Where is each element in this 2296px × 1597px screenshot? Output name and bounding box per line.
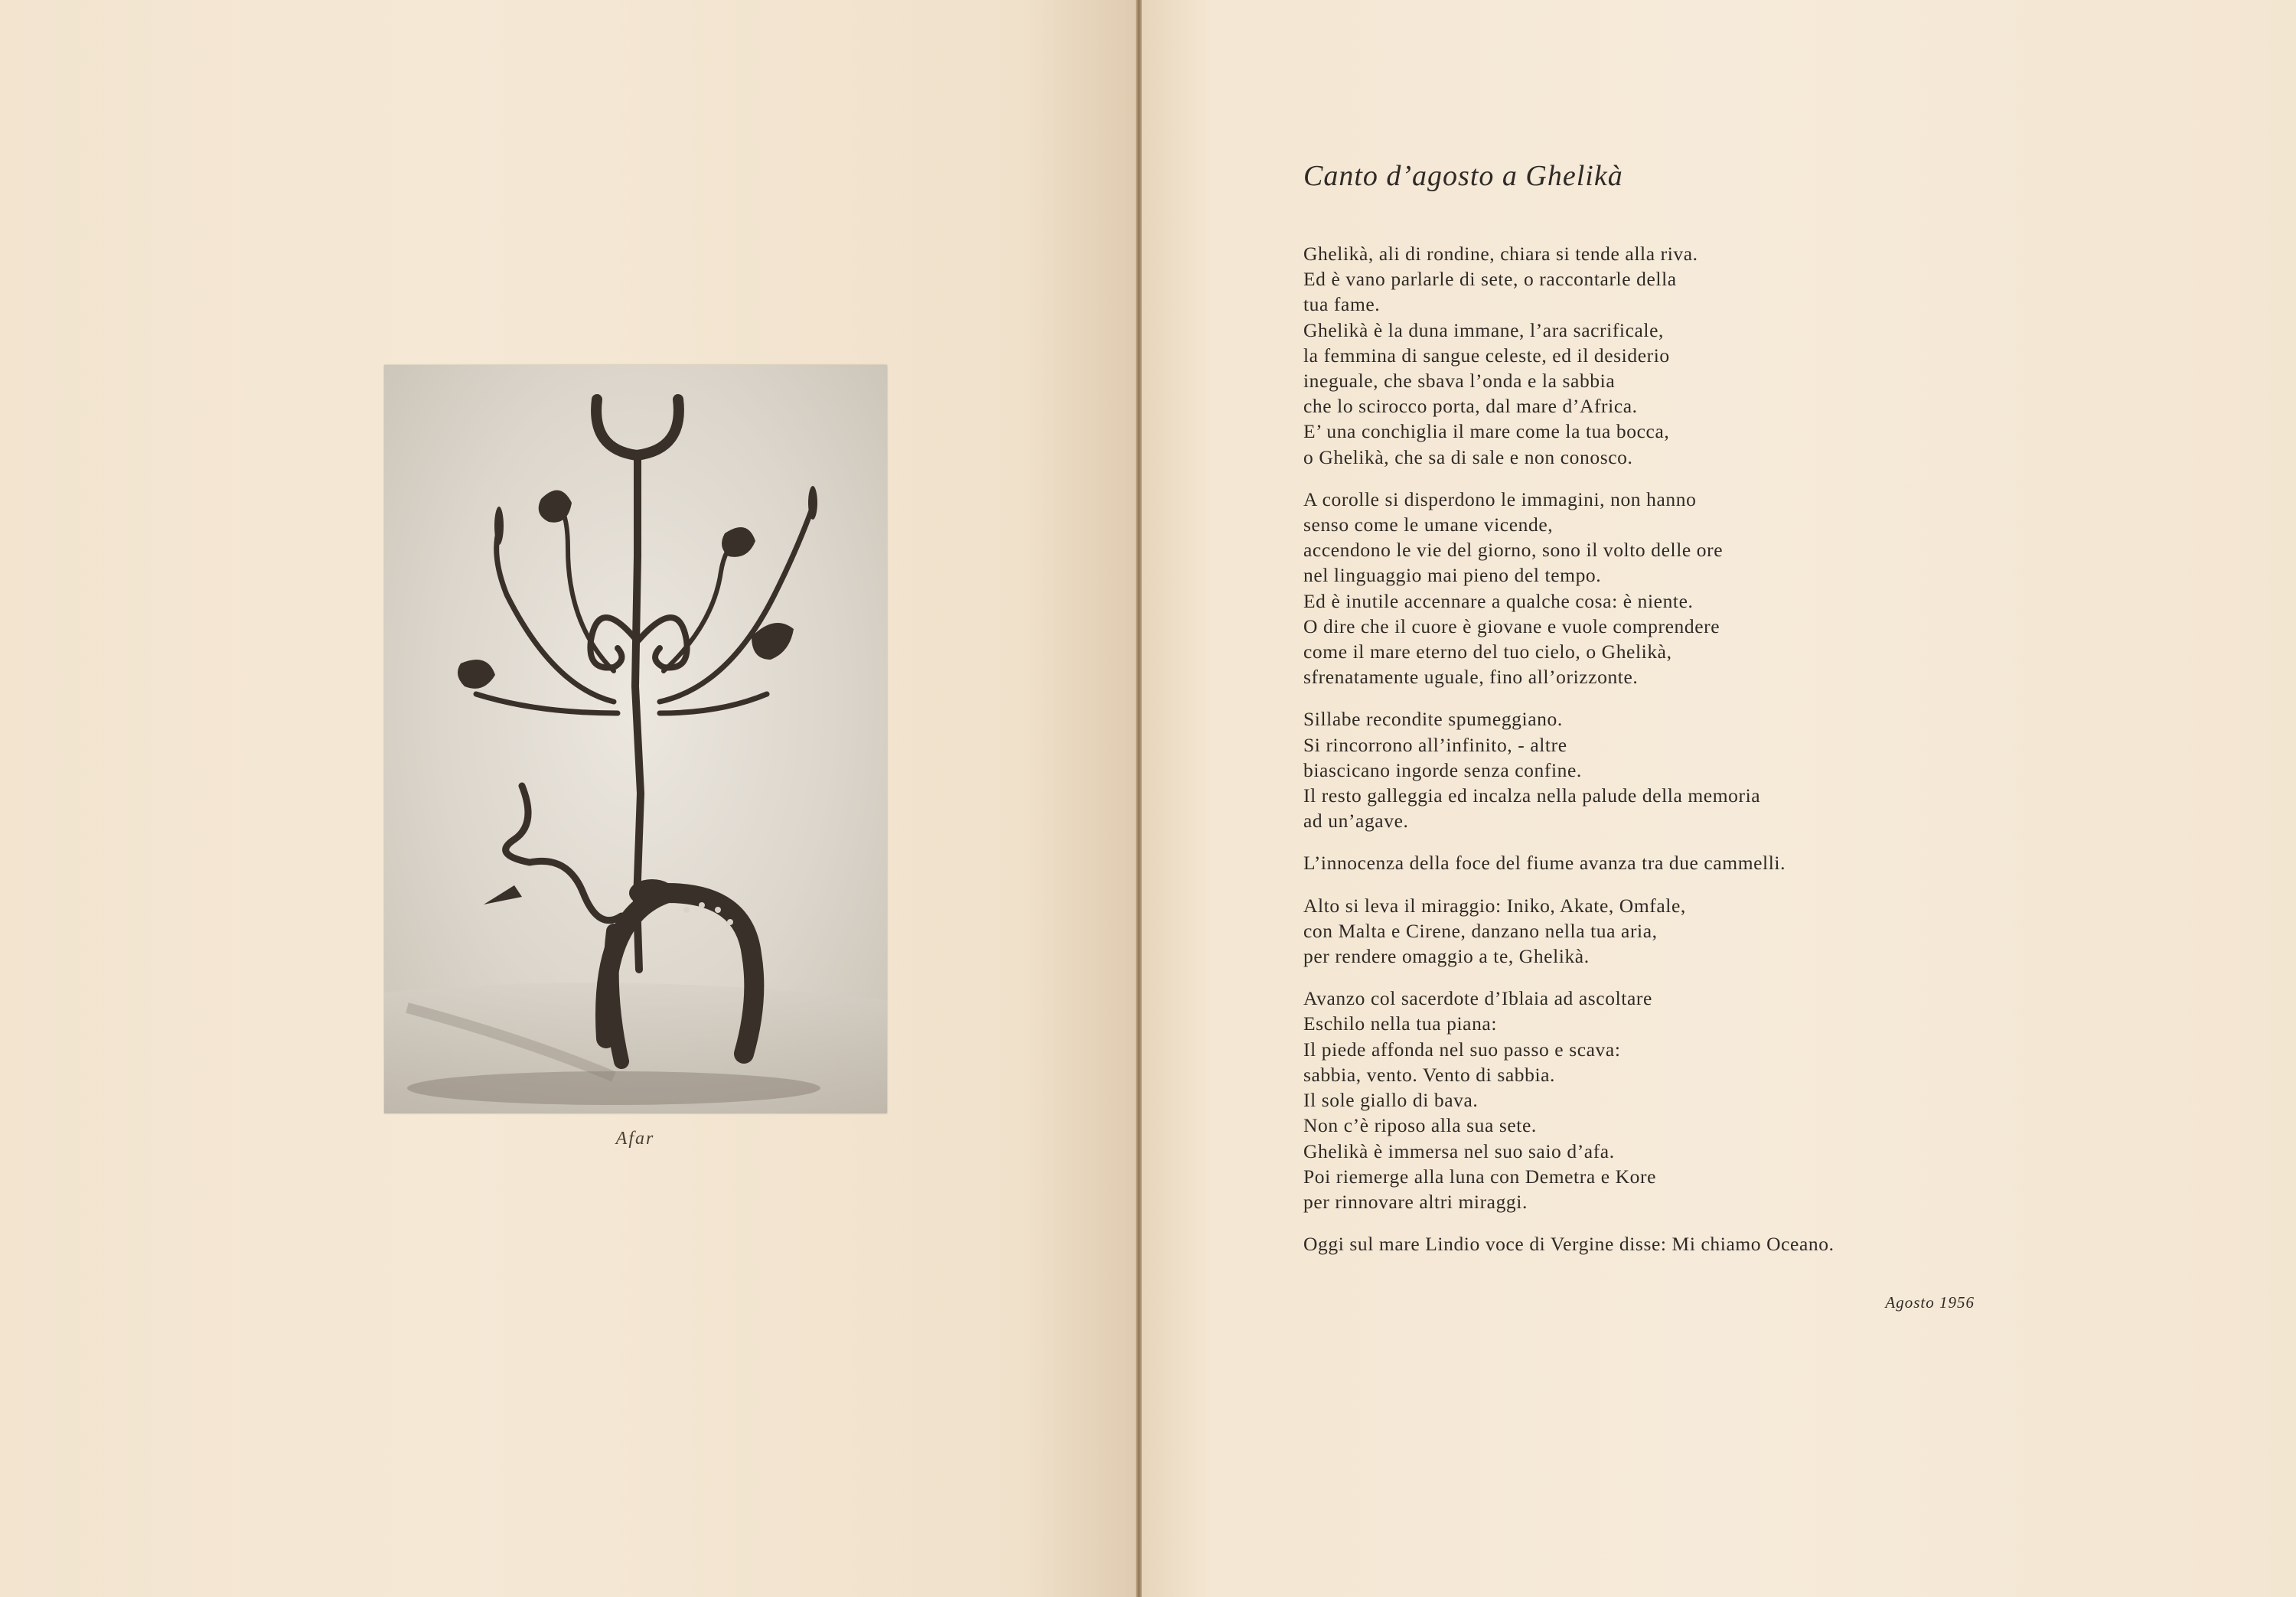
- poem-line: Ghelikà è la duna immane, l’ara sacrificale,: [1303, 318, 1665, 341]
- poem-title: Canto d’agosto a Ghelikà: [1303, 160, 1623, 192]
- stanza: [1303, 986, 1977, 1214]
- poem-line: Ed è inutile accennare a qualche cosa: è niente.: [1303, 589, 1694, 612]
- poem-line: sabbia, vento. Vento di sabbia.: [1303, 1063, 1556, 1086]
- poem-line: tua fame.: [1303, 293, 1381, 316]
- poem-line: A corolle si disperdono le immagini, non hanno: [1303, 487, 1697, 510]
- stanza: [1303, 850, 1977, 875]
- poem-line: Oggi sul mare Lindio voce di Vergine disse: Mi chiamo Oceano.: [1303, 1233, 1835, 1256]
- poem-line: Alto si leva il miraggio: Iniko, Akate, Omfale,: [1303, 894, 1686, 917]
- stanza: [1303, 706, 1977, 833]
- stanza: [1303, 1231, 1977, 1256]
- iron-sculpture-image: [384, 365, 887, 1113]
- poem-line: E’ una conchiglia il mare come la tua bocca,: [1303, 420, 1670, 443]
- poem-line: Ed è vano parlarle di sete, o raccontarle della: [1303, 268, 1677, 291]
- poem-body: [1303, 241, 1977, 1273]
- poem-line: Ghelikà è immersa nel suo saio d’afa.: [1303, 1139, 1615, 1162]
- poem-line: come il mare eterno del tuo cielo, o Ghelikà,: [1303, 640, 1672, 663]
- poem-line: o Ghelikà, che sa di sale e non conosco.: [1303, 445, 1633, 468]
- photo-caption: Afar: [615, 1129, 655, 1149]
- poem-line: accendono le vie del giorno, sono il volto delle ore: [1303, 539, 1724, 562]
- poem-line: ineguale, che sbava l’onda e la sabbia: [1303, 370, 1616, 393]
- left-page: [0, 0, 1136, 1597]
- poem-line: per rendere omaggio a te, Ghelikà.: [1303, 945, 1590, 968]
- poem-line: Si rincorrono all’infinito, - altre: [1303, 733, 1567, 756]
- poem-line: O dire che il cuore è giovane e vuole comprendere: [1303, 614, 1720, 637]
- poem-line: ad un’agave.: [1303, 810, 1409, 833]
- poem-line: Poi riemerge alla luna con Demetra e Kore: [1303, 1165, 1656, 1188]
- poem-line: Il piede affonda nel suo passo e scava:: [1303, 1038, 1621, 1061]
- stanza: [1303, 893, 1977, 970]
- poem-line: Il sole giallo di bava.: [1303, 1089, 1479, 1112]
- sculpture-photo: [384, 365, 887, 1113]
- stanza: [1303, 241, 1977, 470]
- poem-line: Avanzo col sacerdote d’Iblaia ad ascoltare: [1303, 987, 1652, 1010]
- poem-line: Sillabe recondite spumeggiano.: [1303, 708, 1563, 731]
- poem-line: Ghelikà, ali di rondine, chiara si tende alla riva.: [1303, 243, 1698, 265]
- poem-line: biascicano ingorde senza confine.: [1303, 758, 1582, 781]
- poem-line: sfrenatamente uguale, fino all’orizzonte.: [1303, 666, 1639, 689]
- poem-line: Eschilo nella tua piana:: [1303, 1012, 1498, 1035]
- poem-line: che lo scirocco porta, dal mare d’Africa.: [1303, 395, 1638, 418]
- stanza: [1303, 487, 1977, 690]
- poem-date: Agosto 1956: [1885, 1293, 1975, 1312]
- poem-line: Il resto galleggia ed incalza nella palude della memoria: [1303, 784, 1761, 807]
- poem-line: nel linguaggio mai pieno del tempo.: [1303, 564, 1602, 587]
- poem-line: Non c’è riposo alla sua sete.: [1303, 1114, 1537, 1137]
- poem-line: senso come le umane vicende,: [1303, 513, 1554, 536]
- poem-line: L’innocenza della foce del fiume avanza tra due cammelli.: [1303, 852, 1786, 875]
- poem-line: la femmina di sangue celeste, ed il desiderio: [1303, 344, 1670, 367]
- poem-line: per rinnovare altri miraggi.: [1303, 1190, 1528, 1213]
- poem-line: con Malta e Cirene, danzano nella tua aria,: [1303, 919, 1658, 942]
- book-gutter: [1136, 0, 1142, 1597]
